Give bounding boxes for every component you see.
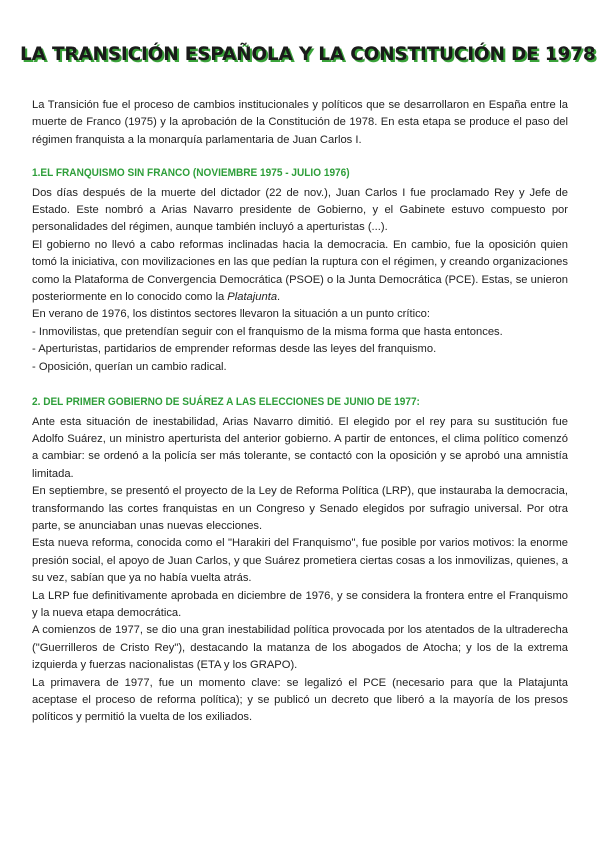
paragraph-text: El gobierno no llevó a cabo reformas inclinadas hacia la democracia. En cambio, fue la oposición quien tomó la iniciativa, con movilizaciones en las que pedían la ruptura con el régimen, y creando organizaciones como la Plataforma de Convergencia Democrática (PSOE) o la Junta Democrática (PCE). Estas, se unieron posteriormente en lo conocido como la [32,238,568,304]
document-title: LA TRANSICIÓN ESPAÑOLA Y LA CONSTITUCIÓN DE 1978 [20,44,596,65]
section-2-paragraph: En septiembre, se presentó el proyecto de la Ley de Reforma Política (LRP), que instauraba la democracia, transformando las cortes franquistas en un Congreso y Senado elegidos por sufragio universal. Por otra parte, se anunciaban unas nuevas elecciones. [32,485,568,532]
platajunta-term: Platajunta [227,291,278,304]
list-item: - Inmovilistas, que pretendían seguir con el franquismo de la misma forma que hasta entonces. [32,325,503,338]
paragraph-end: . [277,291,281,304]
section-2-paragraph: A comienzos de 1977, se dio una gran inestabilidad política provocada por los atentados de la ultraderecha ("Guerrilleros de Cristo Rey"), destacando la matanza de los abogados de Atocha; y los de la extrema izquierda y fuerzas nacionalistas (ETA y los GRAPO). [32,624,568,672]
document-body [32,97,568,727]
section-2-heading: 2. DEL PRIMER GOBIERNO DE SUÁREZ A LAS ELECCIONES DE JUNIO DE 1977: [32,396,420,409]
section-1-paragraph: En verano de 1976, los distintos sectores llevaron la situación a un punto crítico: [32,308,431,321]
list-item: - Oposición, querían un cambio radical. [32,360,227,373]
section-2-paragraph: La LRP fue definitivamente aprobada en diciembre de 1976, y se considera la frontera entre el Franquismo y la nueva etapa democrática. [32,589,568,619]
section-1-heading: 1.EL FRANQUISMO SIN FRANCO (NOVIEMBRE 1975 - JULIO 1976) [32,167,350,180]
section-1-paragraph: Dos días después de la muerte del dictador (22 de nov.), Juan Carlos I fue proclamado Rey y Jefe de Estado. Este nombró a Arias Navarro presidente de Gobierno, y el Gabinete estuvo compuesto por personalidades del régimen, aunque también incluyó a aperturistas (...). [32,186,568,234]
section-2-paragraph: La primavera de 1977, fue un momento clave: se legalizó el PCE (necesario para que la Platajunta aceptase el proceso de reforma política); y se publicó un decreto que liberó a la mayoría de los presos políticos y permitió la vuelta de los exiliados. [32,676,568,724]
intro-paragraph: La Transición fue el proceso de cambios institucionales y políticos que se desarrollaron en España entre la muerte de Franco (1975) y la aprobación de la Constitución de 1978. En esta etapa se produce el paso del régimen franquista a la monarquía parlamentaria de Juan Carlos I. [32,99,568,146]
list-item: - Aperturistas, partidarios de emprender reformas desde las leyes del franquismo. [32,343,437,356]
section-1-paragraph [32,237,568,307]
section-2-paragraph: Ante esta situación de inestabilidad, Arias Navarro dimitió. El elegido por el rey para su sustitución fue Adolfo Suárez, un ministro aperturista del anterior gobierno. A partir de entonces, el clima político comenzó a cambiar: se ordenó a la policía ser más tolerante, se contactó con la oposición y se aprobó una amnistía limitada. [32,415,568,480]
section-2-paragraph: Esta nueva reforma, conocida como el "Harakiri del Franquismo", fue posible por varios motivos: la enorme presión social, el apoyo de Juan Carlos, y que Suárez prometiera ciertas cosas a los inmovilizas, quienes, a su vez, sabían que ya no había vuelta atrás. [32,537,568,585]
